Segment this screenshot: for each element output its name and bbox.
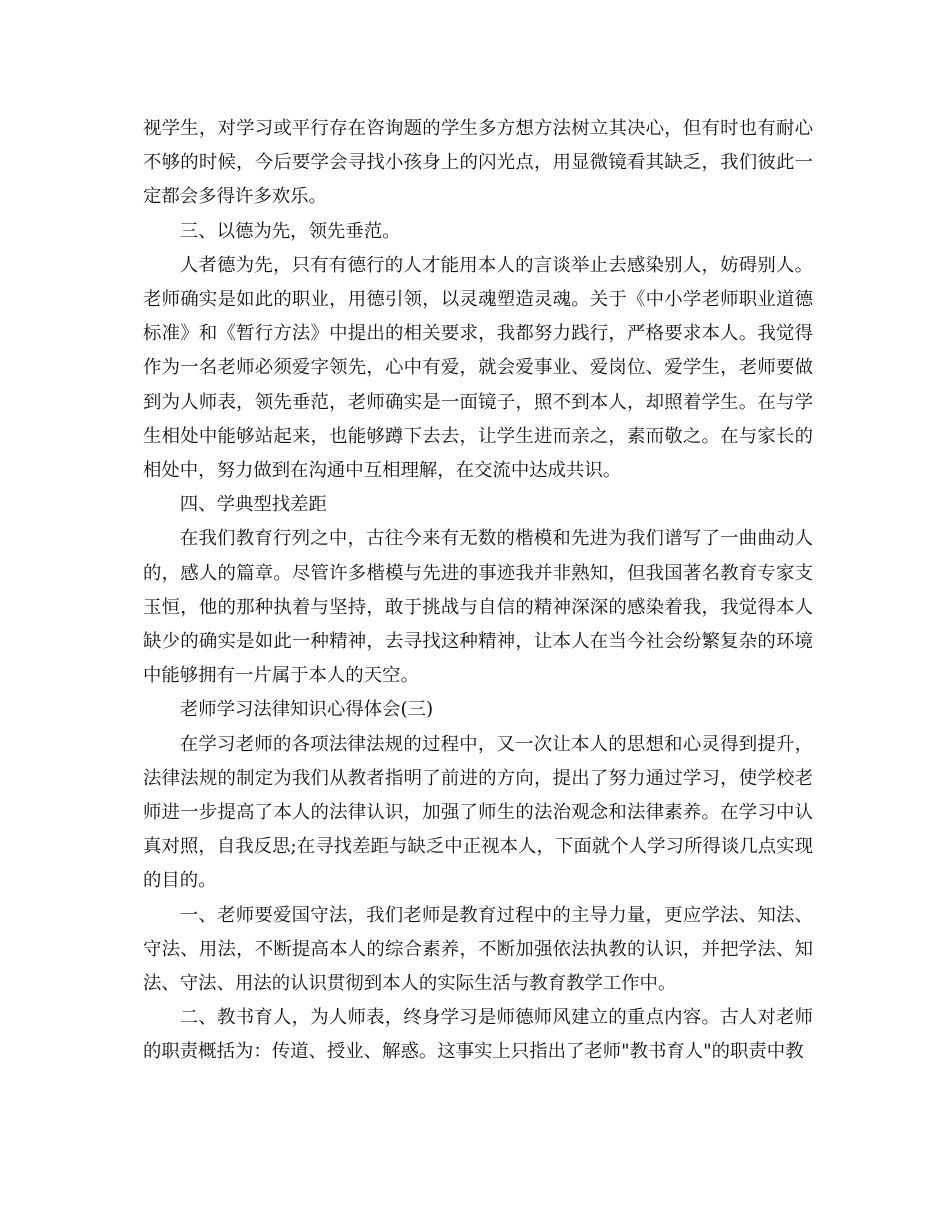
paragraph-1: 视学生，对学习或平行存在咨询题的学生多方想方法树立其决心，但有时也有耐心不够的时候，今后要学会寻找小孩身上的闪光点，用显微镜看其缺乏，我们彼此一定都会多得许多欢乐。 <box>143 118 813 208</box>
paragraph-9: 二、教书育人，为人师表，终身学习是师德师风建立的重点内容。古人对老师的职责概括为：传道、授业、解惑。这事实上只指出了老师"教书育人"的职责中教 <box>143 1007 813 1063</box>
paragraph-3: 人者德为先，只有有德行的人才能用本人的言谈举止去感染别人，妨碍别人。老师确实是如此的职业，用德引领，以灵魂塑造灵魂。关于《中小学老师职业道德标准》和《暂行方法》中提出的相关要求，我都努力践行，严格要求本人。我觉得作为一名老师必须爱字领先，心中有爱，就会爱事业、爱岗位、爱学生，老师要做到为人师表，领先垂范，老师确实是一面镜子，照不到本人，却照着学生。在与学生相处中能够站起来，也能够蹲下去去，让学生进而亲之，素而敬之。在与家长的相处中，努力做到在沟通中互相理解，在交流中达成共识。 <box>143 254 813 482</box>
paragraph-5: 在我们教育行列之中，古往今来有无数的楷模和先进为我们谱写了一曲曲动人的，感人的篇章。尽管许多楷模与先进的事迹我并非熟知，但我国著名教育专家支玉恒，他的那种执着与坚持，敢于挑战与自信的精神深深的感染着我，我觉得本人缺少的确实是如此一种精神，去寻找这种精神，让本人在当今社会纷繁复杂的环境中能够拥有一片属于本人的天空。 <box>143 528 813 687</box>
section-heading-4: 四、学典型找差距 <box>179 494 327 516</box>
document-body <box>143 112 813 1070</box>
section-heading-3: 三、以德为先，领先垂范。 <box>179 220 401 242</box>
paragraph-7: 在学习老师的各项法律法规的过程中，又一次让本人的思想和心灵得到提升，法律法规的制定为我们从教者指明了前进的方向，提出了努力通过学习，使学校老师进一步提高了本人的法律认识，加强了师生的法治观念和法律素养。在学习中认真对照，自我反思;在寻找差距与缺乏中正视本人，下面就个人学习所得谈几点实现的目的。 <box>143 733 813 892</box>
article-title: 老师学习法律知识心得体会(三) <box>179 699 434 721</box>
paragraph-8: 一、老师要爱国守法，我们老师是教育过程中的主导力量，更应学法、知法、守法、用法，不断提高本人的综合素养，不断加强依法执教的认识，并把学法、知法、守法、用法的认识贯彻到本人的实际生活与教育教学工作中。 <box>143 904 813 995</box>
